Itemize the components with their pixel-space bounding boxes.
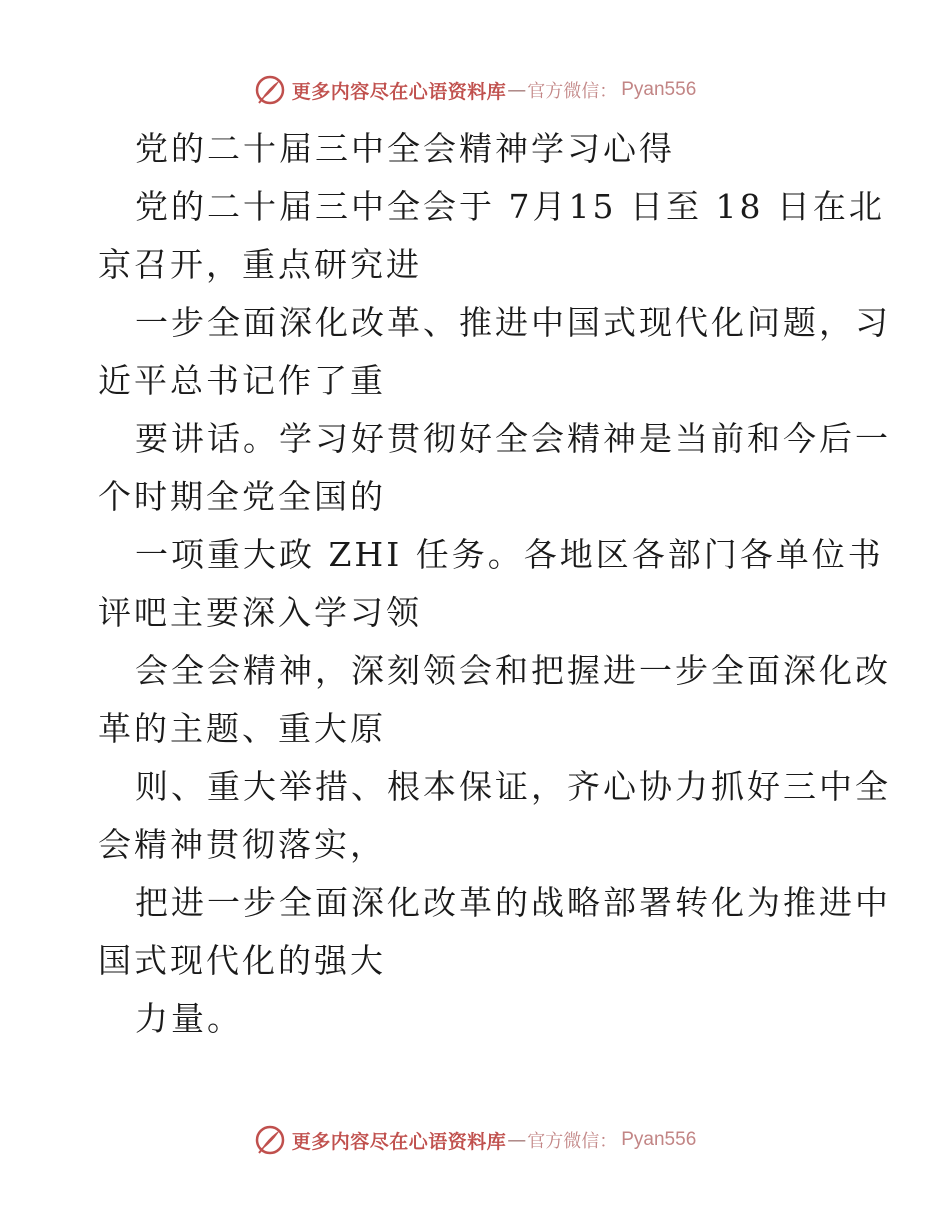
quill-logo-icon xyxy=(254,74,286,106)
header-banner-dash: — xyxy=(507,79,527,101)
footer-banner xyxy=(0,1120,950,1160)
paragraph-line: 国式现代化的强大 xyxy=(98,941,386,980)
paragraph-line: 京召开，重点研究进 xyxy=(98,245,422,284)
paragraph-line: 一项重大政 ZHI 任务。各地区各部门各单位书 xyxy=(135,535,884,574)
paragraph-line: 会精神贯彻落实， xyxy=(98,825,386,864)
paragraph-line: 力量。 xyxy=(135,999,243,1038)
paragraph-line: 会全会精神，深刻领会和把握进一步全面深化改 xyxy=(135,651,891,690)
quill-logo-icon xyxy=(254,1124,286,1156)
paragraph-line: 则、重大举措、根本保证，齐心协力抓好三中全 xyxy=(135,767,891,806)
header-banner xyxy=(0,70,950,110)
paragraph-line: 要讲话。学习好贯彻好全会精神是当前和今后一 xyxy=(135,419,891,458)
paragraph-line: 评吧主要深入学习领 xyxy=(98,593,422,632)
footer-banner-dash: — xyxy=(507,1129,527,1151)
paragraph-line: 个时期全党全国的 xyxy=(98,477,386,516)
header-wechat-id: Pyan556 xyxy=(621,79,697,100)
paragraph-line: 近平总书记作了重 xyxy=(98,361,386,400)
paragraph-line: 把进一步全面深化改革的战略部署转化为推进中 xyxy=(135,883,891,922)
header-banner-main: 更多内容尽在心语资料库 xyxy=(291,80,507,103)
header-banner-sub: 官方微信： xyxy=(527,81,618,102)
paragraph-line: 党的二十届三中全会于 7月15 日至 18 日在北 xyxy=(135,187,885,226)
footer-banner-main: 更多内容尽在心语资料库 xyxy=(291,1130,507,1153)
paragraph-line: 革的主题、重大原 xyxy=(98,709,386,748)
footer-banner-sub: 官方微信： xyxy=(527,1131,618,1152)
doc-title: 党的二十届三中全会精神学习心得 xyxy=(135,129,675,168)
footer-wechat-id: Pyan556 xyxy=(621,1129,697,1150)
document-body xyxy=(98,120,891,1048)
paragraph-line: 一步全面深化改革、推进中国式现代化问题，习 xyxy=(135,303,891,342)
